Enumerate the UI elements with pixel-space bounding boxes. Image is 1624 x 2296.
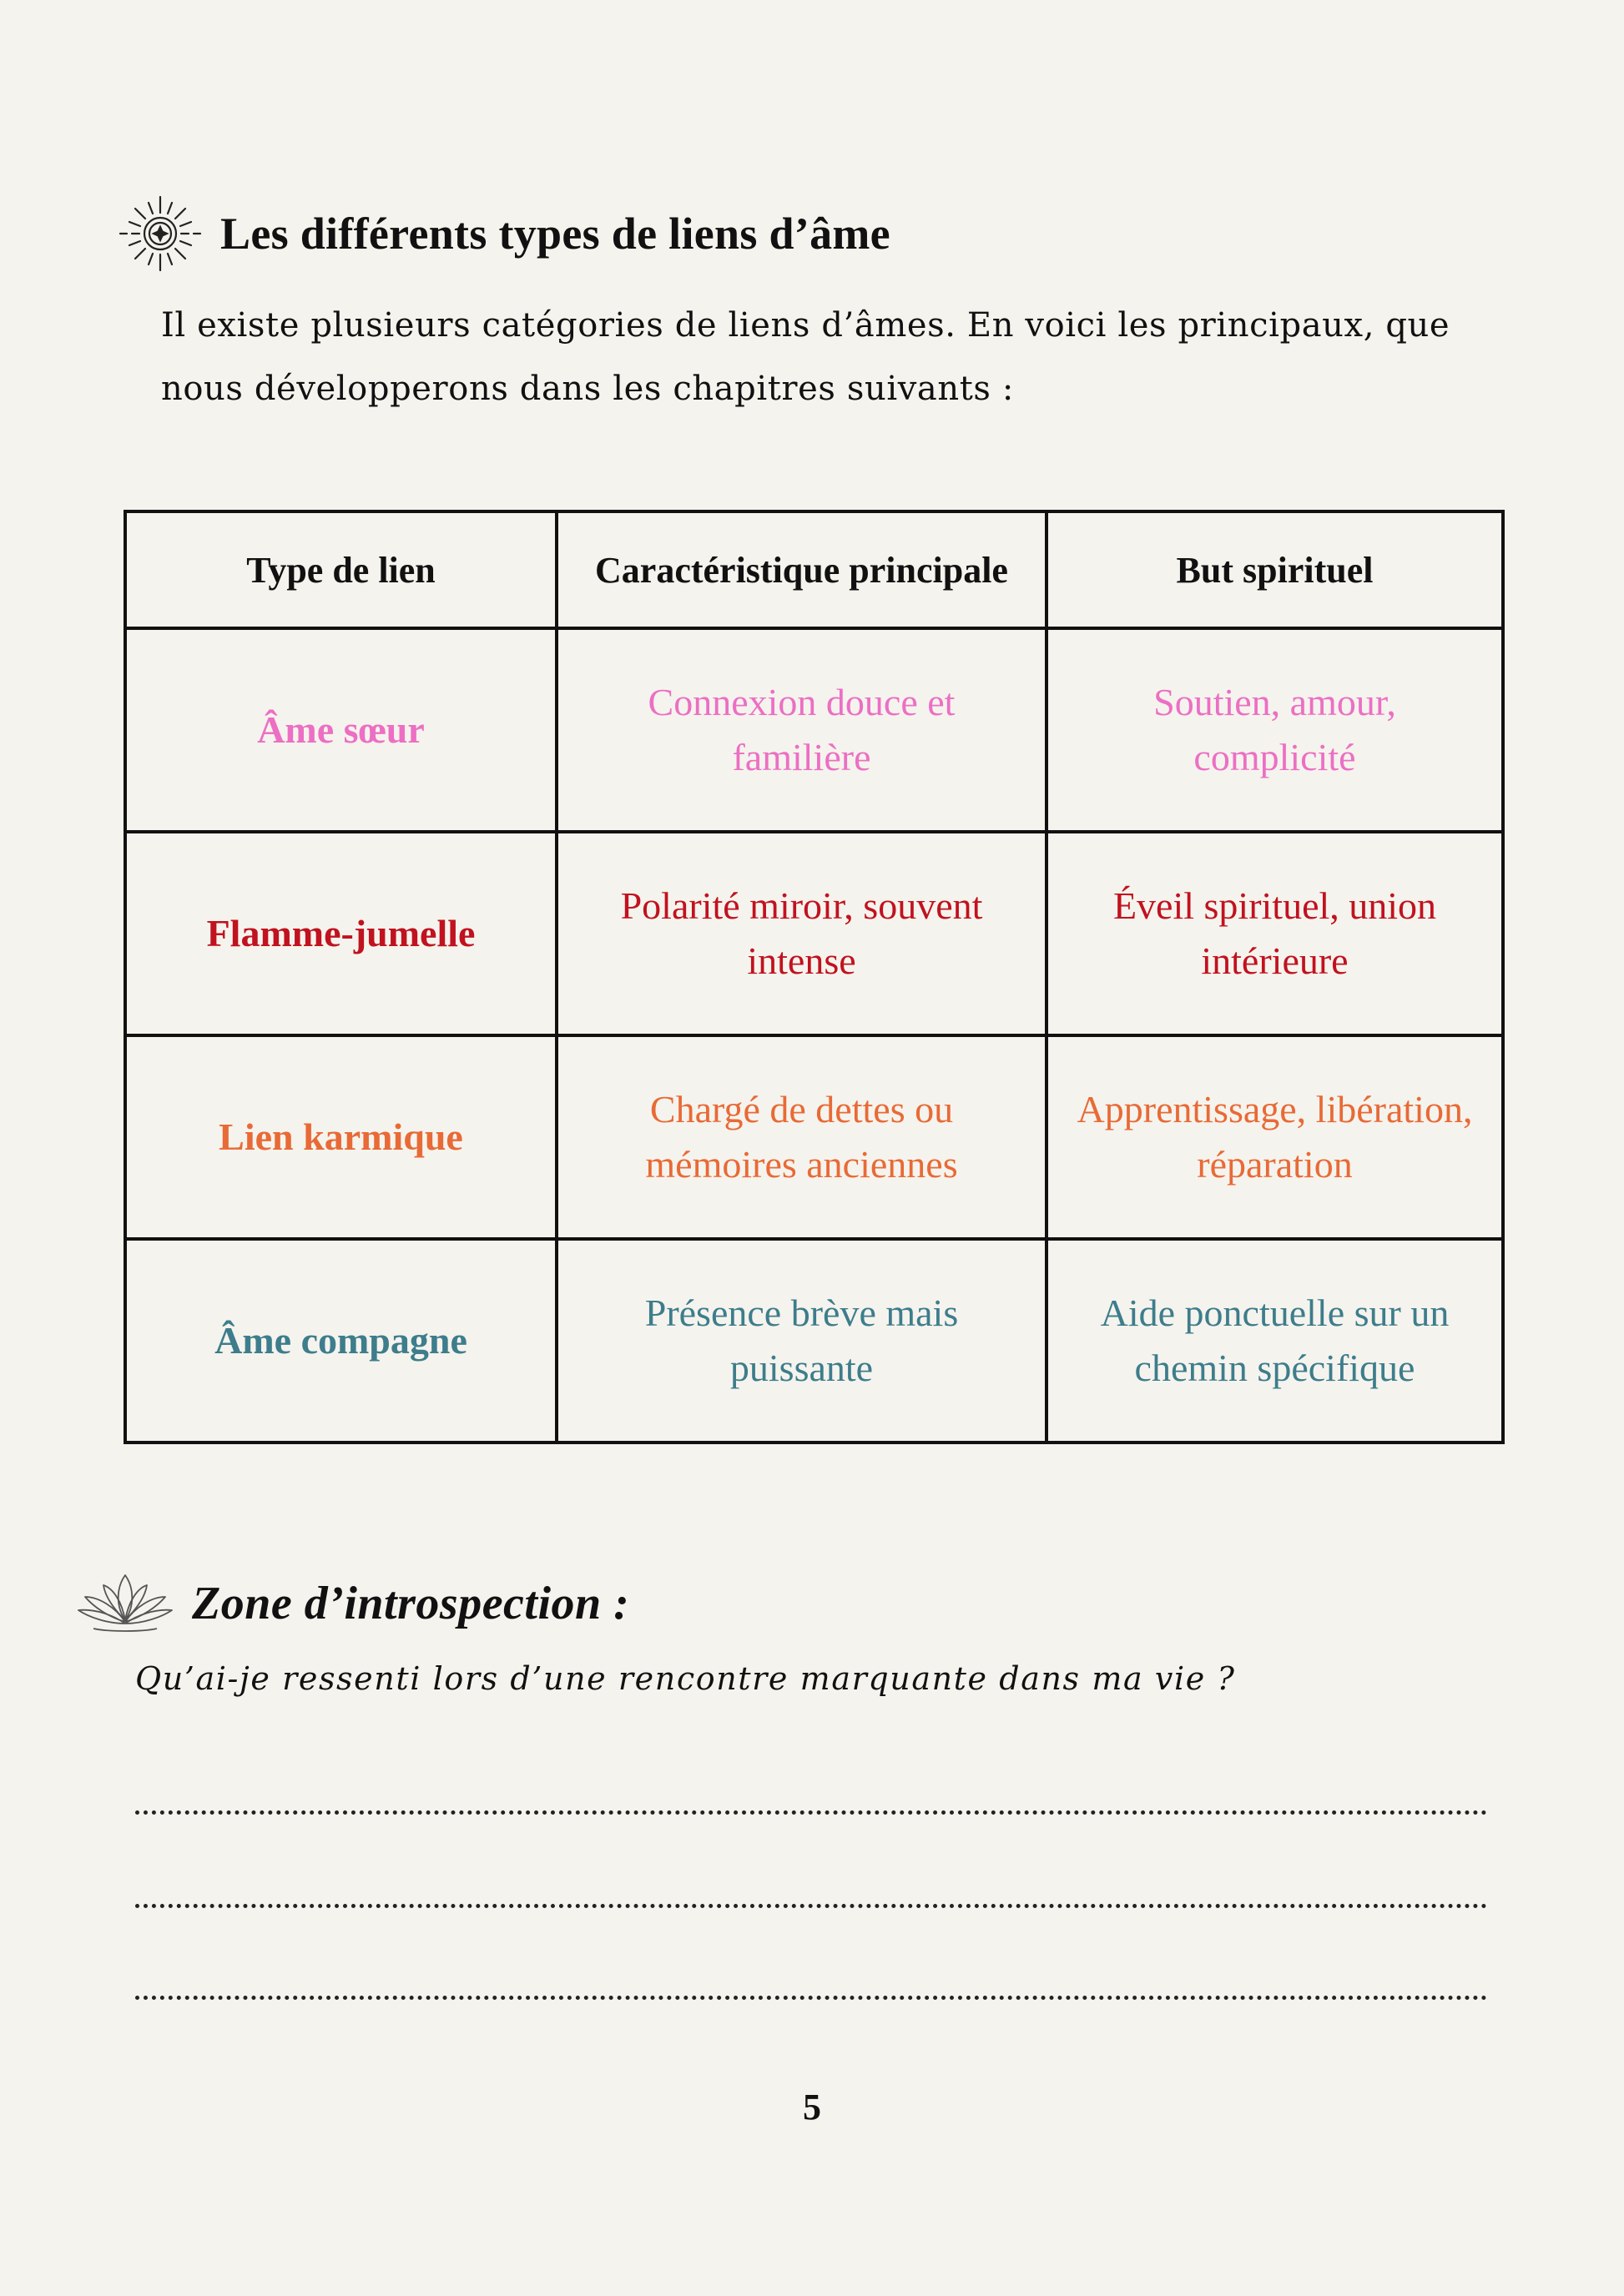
answer-line[interactable] xyxy=(135,1904,1487,1908)
answer-line[interactable] xyxy=(135,1996,1487,2000)
cell-purpose: Soutien, amour, complicité xyxy=(1047,628,1503,832)
cell-characteristic: Présence brève mais puissante xyxy=(557,1239,1047,1443)
table-header-row xyxy=(125,511,1503,628)
cell-purpose: Apprentissage, libération, réparation xyxy=(1047,1035,1503,1239)
lotus-icon xyxy=(75,1568,175,1639)
section-title: Les différents types de liens d’âme xyxy=(220,209,890,259)
cell-characteristic: Chargé de dettes ou mémoires anciennes xyxy=(557,1035,1047,1239)
table-row xyxy=(125,832,1503,1035)
cell-type: Lien karmique xyxy=(125,1035,557,1239)
introspection-header xyxy=(75,1568,629,1639)
header-type: Type de lien xyxy=(125,511,557,628)
cell-characteristic: Polarité miroir, souvent intense xyxy=(557,832,1047,1035)
cell-characteristic: Connexion douce et familière xyxy=(557,628,1047,832)
cell-purpose: Éveil spirituel, union intérieure xyxy=(1047,832,1503,1035)
cell-type: Âme sœur xyxy=(125,628,557,832)
soul-link-types-table xyxy=(124,510,1505,1444)
introspection-title: Zone d’introspection : xyxy=(192,1578,630,1629)
table-row xyxy=(125,1035,1503,1239)
page-number: 5 xyxy=(803,2087,821,2127)
cell-purpose: Aide ponctuelle sur un chemin spécifique xyxy=(1047,1239,1503,1443)
header-purpose: But spirituel xyxy=(1047,511,1503,628)
intro-paragraph: Il existe plusieurs catégories de liens d’âmes. En voici les principaux, que nous développerons dans les chapitres suivants : xyxy=(161,306,1450,408)
section-header xyxy=(117,190,890,277)
table-row xyxy=(125,628,1503,832)
answer-line[interactable] xyxy=(135,1810,1487,1815)
cell-type: Âme compagne xyxy=(125,1239,557,1443)
introspection-question: Qu’ai-je ressenti lors d’une rencontre marquante dans ma vie ? xyxy=(135,1660,1236,1697)
table-row xyxy=(125,1239,1503,1443)
sun-icon xyxy=(117,190,204,277)
cell-type: Flamme-jumelle xyxy=(125,832,557,1035)
header-characteristic: Caractéristique principale xyxy=(557,511,1047,628)
